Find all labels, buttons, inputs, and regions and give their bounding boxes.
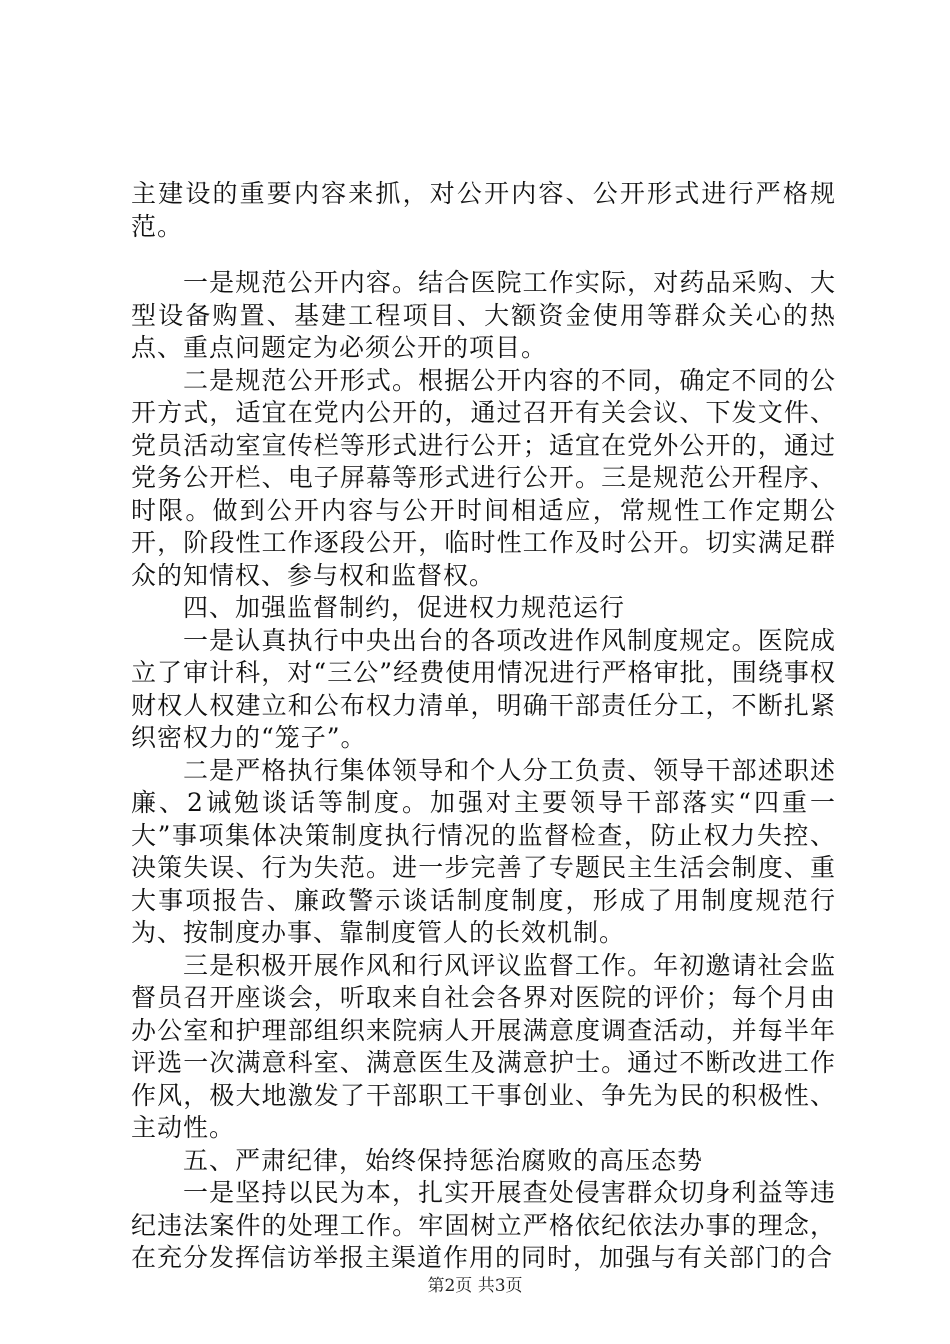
paragraph-collective-leadership: 二是严格执行集体领导和个人分工负责、领导干部述职述廉、2诫勉谈话等制度。加强对主要领导干部落实“四重一大”事项集体决策制度执行情况的监督检查，防止权力失控、决策失误、行为失范。进一步完善了专题民主生活会制度、重大事项报告、廉政警示谈话制度制度，形成了用制度规范行为、按制度办事、靠制度管人的长效机制。 [131,755,836,947]
page-number-footer: 第2页 共3页 [427,1276,523,1296]
paragraph-continuation: 主建设的重要内容来抓，对公开内容、公开形式进行严格规范。 [131,179,836,241]
section-heading-five: 五、严肃纪律，始终保持惩治腐败的高压态势 [183,1145,704,1175]
paragraph-standardize-content: 一是规范公开内容。结合医院工作实际，对药品采购、大型设备购置、基建工程项目、大额资金使用等群众关心的热点、重点问题定为必须公开的项目。 [131,268,836,362]
section-heading-four: 四、加强监督制约，促进权力规范运行 [183,593,626,622]
document-body [131,178,836,1275]
paragraph-work-style-rules: 一是认真执行中央出台的各项改进作风制度规定。医院成立了审计科，对“三公”经费使用情况进行严格审批，围绕事权财权人权建立和公布权力清单，明确干部责任分工，不断扎紧织密权力的“笼子”。 [131,625,836,752]
paragraph-standardize-form: 二是规范公开形式。根据公开内容的不同，确定不同的公开方式，适宜在党内公开的，通过召开有关会议、下发文件、党员活动室宣传栏等形式进行公开；适宜在党外公开的，通过党务公开栏、电子屏幕等形式进行公开。三是规范公开程序、时限。做到公开内容与公开时间相适应，常规性工作定期公开，阶段性工作逐段公开，临时性工作及时公开。切实满足群众的知情权、参与权和监督权。 [131,365,836,590]
paragraph-people-oriented: 一是坚持以民为本，扎实开展查处侵害群众切身利益等违纪违法案件的处理工作。牢固树立严格依纪依法办事的理念，在充分发挥信访举报主渠道作用的同时，加强与有关部门的合 [131,1178,836,1272]
paragraph-evaluation-supervision: 三是积极开展作风和行风评议监督工作。年初邀请社会监督员召开座谈会，听取来自社会各界对医院的评价；每个月由办公室和护理部组织来院病人开展满意度调查活动，并每半年评选一次满意科室、满意医生及满意护士。通过不断改进工作作风，极大地激发了干部职工干事创业、争先为民的积极性、主动性。 [131,950,836,1142]
